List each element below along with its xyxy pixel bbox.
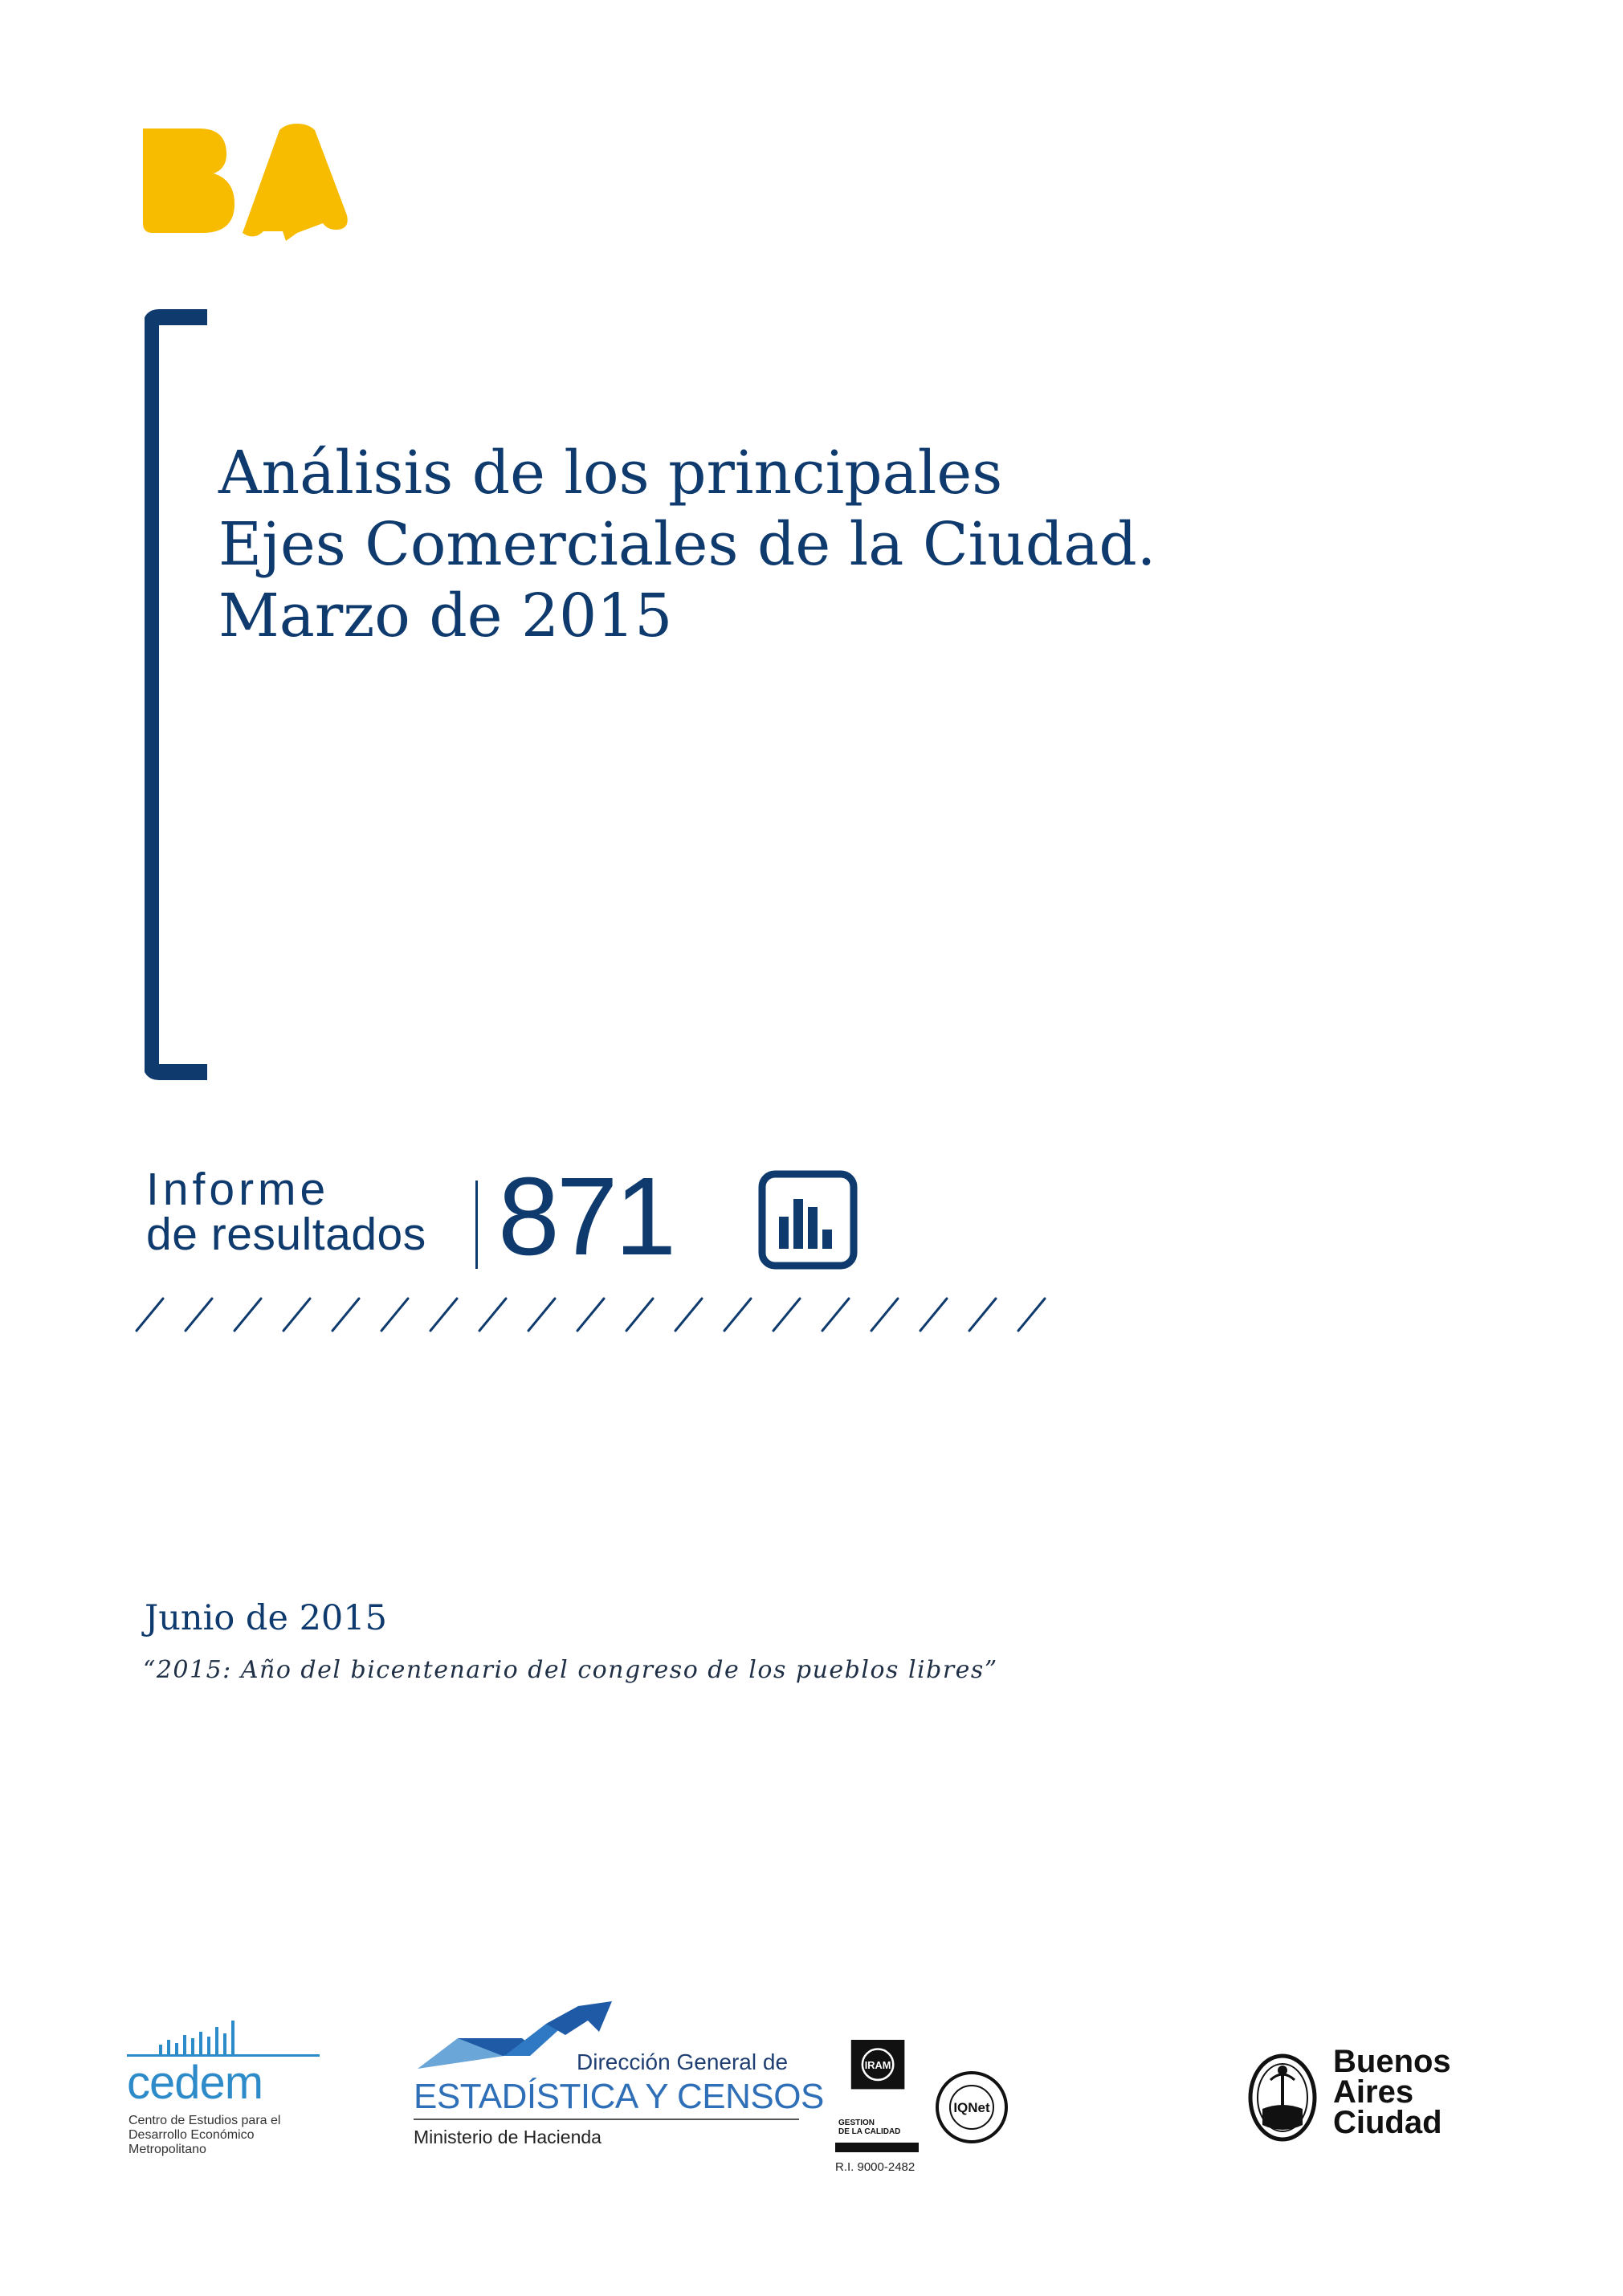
city-line-2: Aires: [1333, 2074, 1414, 2110]
city-line-3: Ciudad: [1333, 2105, 1442, 2140]
dgec-heading: Dirección General de: [577, 2049, 789, 2074]
report-label-line-1: Informe: [146, 1164, 330, 1215]
report-label-line-2: de resultados: [146, 1209, 426, 1260]
iram-seal-text: IRAM: [864, 2058, 891, 2071]
cedem-wordmark: cedem: [127, 2057, 263, 2109]
cedem-subtitle-line-2: Desarrollo Económico: [128, 2128, 255, 2142]
iram-subtitle: [838, 2119, 900, 2136]
cedem-subtitle-line-3: Metropolitano: [128, 2143, 206, 2156]
iqnet-seal-icon: [935, 2070, 1009, 2144]
dgec-title: ESTADÍSTICA Y CENSOS: [414, 2077, 824, 2116]
dgec-rule: [414, 2119, 799, 2120]
motto: “2015: Año del bicentenario del congreso de los pueblos libres”: [143, 1656, 998, 1684]
city-line-1: Buenos: [1333, 2044, 1451, 2079]
publication-date: Junio de 2015: [145, 1598, 388, 1638]
bar-chart-icon: [758, 1170, 858, 1270]
title-line-1: Análisis de los principales: [218, 438, 1003, 508]
iram-sub-line-2: DE LA CALIDAD: [838, 2127, 901, 2136]
title-bracket: [145, 309, 209, 1080]
report-number: 871: [498, 1155, 674, 1279]
iram-seal-icon: [835, 2040, 924, 2117]
dgec-ministry: Ministerio de Hacienda: [414, 2127, 601, 2147]
ba-logo: [137, 120, 353, 249]
title-line-2: Ejes Comerciales de la Ciudad.: [218, 510, 1156, 579]
iram-sub-line-1: GESTION: [838, 2119, 875, 2127]
iqnet-text: IQNet: [953, 2100, 990, 2115]
city-wordmark: [1333, 2046, 1451, 2138]
cedem-subtitle-line-1: Centro de Estudios para el: [128, 2114, 281, 2127]
iram-registration: R.I. 9000-2482: [835, 2160, 915, 2174]
city-crest-icon: [1246, 2053, 1319, 2143]
report-divider: [475, 1181, 478, 1269]
report-series-label: [146, 1164, 426, 1260]
decorative-slashes: [133, 1289, 1056, 1337]
iram-bar: [835, 2143, 919, 2152]
cedem-subtitle: [128, 2114, 305, 2157]
title-line-3: Marzo de 2015: [218, 581, 673, 650]
document-title: [218, 438, 1423, 652]
